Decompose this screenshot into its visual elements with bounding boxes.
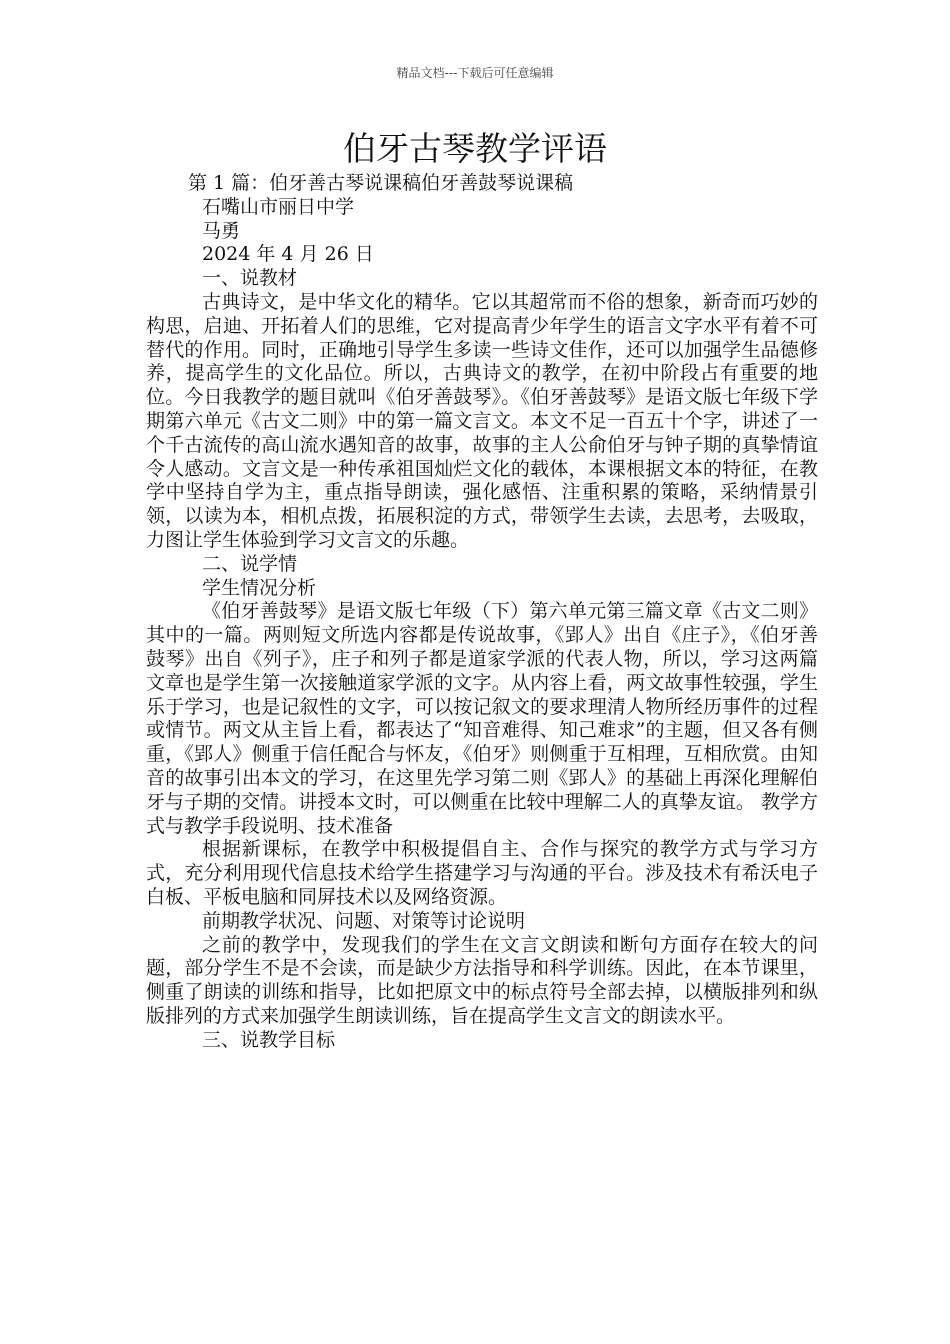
document-body — [146, 172, 818, 1052]
section-heading-students: 二、说学情 — [202, 552, 298, 575]
date-line: 2024 年 4 月 26 日 — [202, 243, 374, 266]
chapter-title: 第 1 篇：伯牙善古琴说课稿伯牙善鼓琴说课稿 — [188, 172, 574, 194]
paragraph-teaching-methods: 根据新课标，在教学中积极提倡自主、合作与探究的教学方式与学习方式，充分利用现代信息技术给学生搭建学习与沟通的平台。涉及技术有希沃电子白板、平板电脑和同屏技术以及网络资源。 — [146, 838, 818, 908]
subheading-prior-teaching: 前期教学状况、问题、对策等讨论说明 — [202, 909, 526, 932]
author-name: 马勇 — [202, 219, 241, 242]
document-title: 伯牙古琴教学评语 — [343, 129, 607, 168]
school-name: 石嘴山市丽日中学 — [202, 195, 355, 218]
section-heading-textbook: 一、说教材 — [202, 267, 298, 290]
paragraph-prior-teaching: 之前的教学中，发现我们的学生在文言文朗读和断句方面存在较大的问题，部分学生不是不会读，而是缺少方法指导和科学训练。因此，在本节课里，侧重了朗读的训练和指导，比如把原文中的标点符号全部去掉，以横版排列和纵版排列的方式来加强学生朗读训练，旨在提高学生文言文的朗读水平。 — [146, 933, 818, 1027]
subheading-student-analysis: 学生情况分析 — [202, 576, 317, 599]
section-heading-objectives: 三、说教学目标 — [202, 1028, 336, 1051]
paragraph-student-analysis: 《伯牙善鼓琴》是语文版七年级（下）第六单元第三篇文章《古文二则》其中的一篇。两则短文所选内容都是传说故事，《郢人》出自《庄子》，《伯牙善鼓琴》出自《列子》，庄子和列子都是道家学派的代表人物，所以，学习这两篇文章也是学生第一次接触道家学派的文字。从内容上看，两文故事性较强，学生乐于学习，也是记叙性的文字，可以按记叙文的要求理清人物所经历事件的过程或情节。两文从主旨上看，都表达了“知音难得、知己难求”的主题，但又各有侧重，《郢人》侧重于信任配合与怀友，《伯牙》则侧重于互相理，互相欣赏。由知音的故事引出本文的学习，在这里先学习第二则《郢人》的基础上再深化理解伯牙与子期的交情。讲授本文时，可以侧重在比较中理解二人的真挚友谊。 教学方式与教学手段说明、技术准备 — [146, 600, 818, 837]
header-note: 精品文档---下载后可任意编辑 — [396, 66, 554, 80]
paragraph-textbook: 古典诗文，是中华文化的精华。它以其超常而不俗的想象，新奇而巧妙的构思，启迪、开拓着人们的思维，它对提高青少年学生的语言文字水平有着不可替代的作用。同时，正确地引导学生多读一些诗文佳作，还可以加强学生品德修养，提高学生的文化品位。所以，古典诗文的教学，在初中阶段占有重要的地位。今日我教学的题目就叫《伯牙善鼓琴》。《伯牙善鼓琴》是语文版七年级下学期第六单元《古文二则》中的第一篇文言文。本文不足一百五十个字，讲述了一个千古流传的高山流水遇知音的故事，故事的主人公俞伯牙与钟子期的真挚情谊令人感动。文言文是一种传承祖国灿烂文化的载体，本课根据文本的特征，在教学中坚持自学为主，重点指导朗读，强化感悟、注重积累的策略，采纳情景引领，以读为本，相机点拨，拓展积淀的方式，带领学生去读，去思考，去吸取，力图让学生体验到学习文言文的乐趣。 — [146, 290, 818, 551]
